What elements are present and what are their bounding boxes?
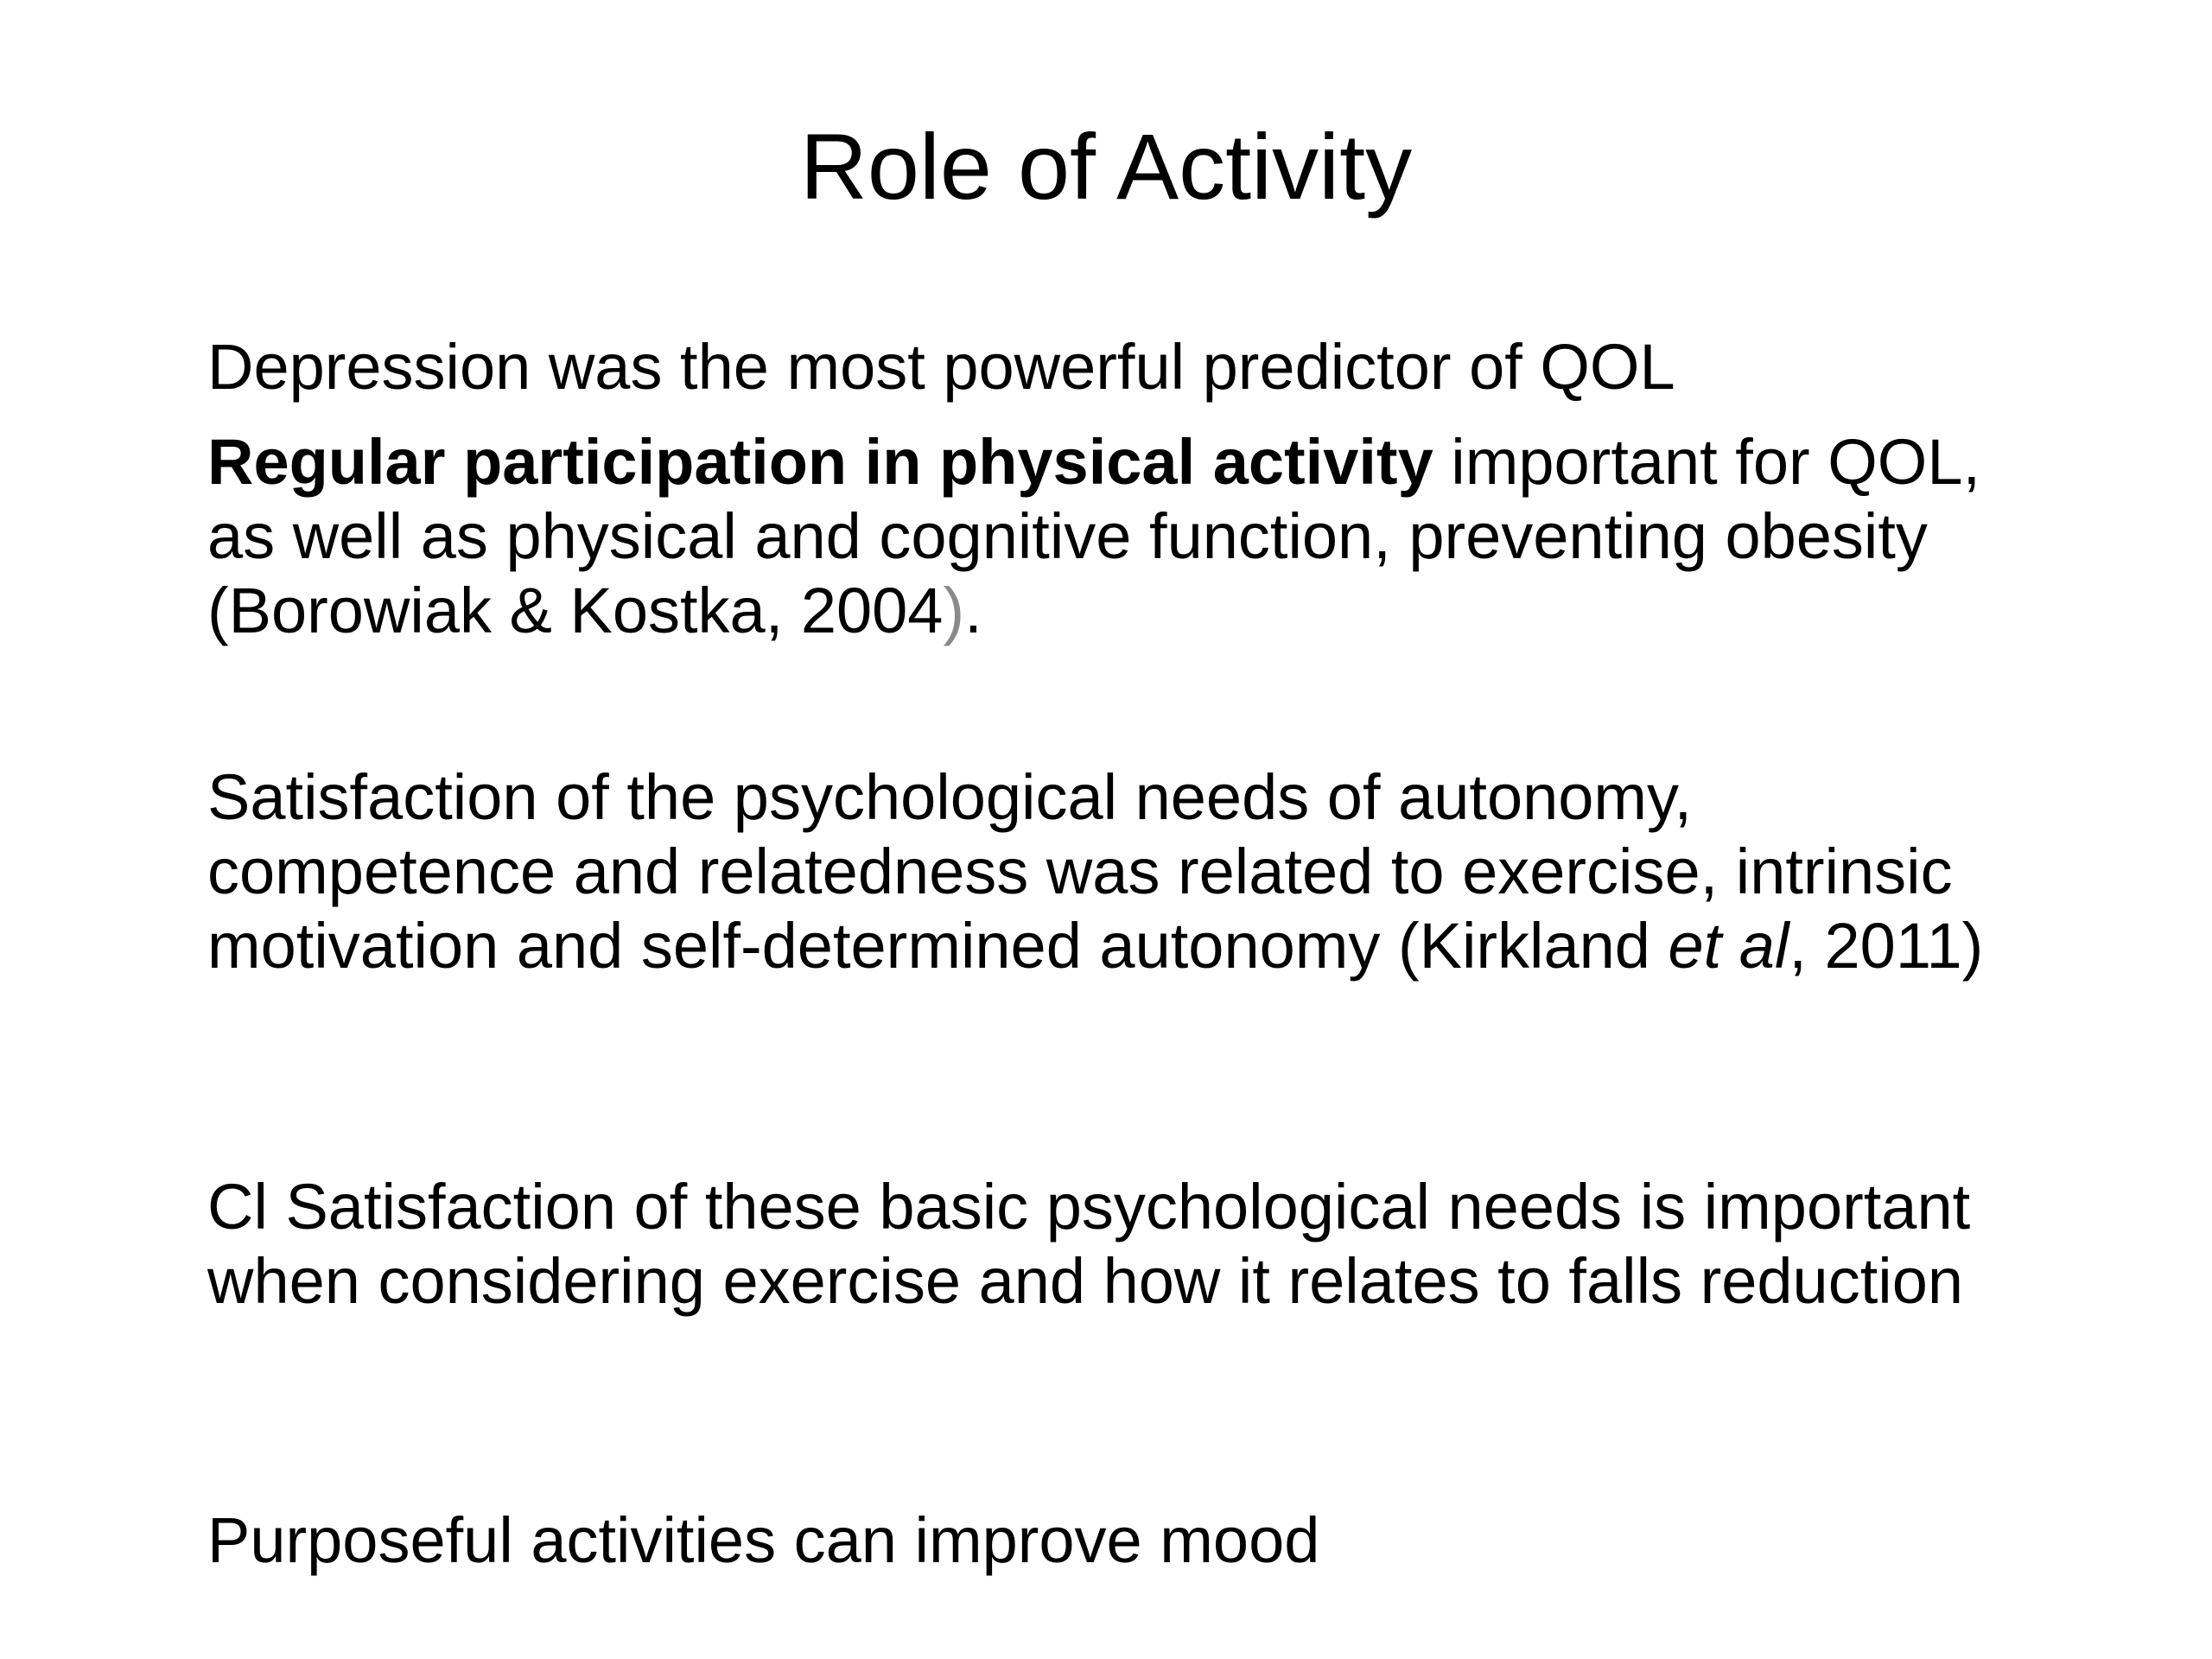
paragraph-text: important for QOL, as well as physical and cognitive function, preventing obesity (Borowiak & Kostka, 2004 bbox=[207, 426, 1981, 646]
paragraph-psychological-needs bbox=[207, 760, 2056, 983]
paragraph-text: Satisfaction of the psychological needs of autonomy, competence and relatedness was related to exercise, intrinsic motivation and self-determined autonomy (Kirkland bbox=[207, 761, 1953, 982]
slide-title: Role of Activity bbox=[799, 114, 1413, 219]
paragraph-mood: Purposeful activities can improve mood bbox=[207, 1504, 1320, 1576]
paragraph-falls-reduction: Cl Satisfaction of these basic psychological needs is important when considering exercise and how it relates to falls reduction bbox=[207, 1171, 1971, 1317]
italic-citation: et al bbox=[1668, 910, 1789, 982]
paragraph-depression: Depression was the most powerful predictor of QOL bbox=[207, 331, 1675, 403]
period: . bbox=[964, 575, 982, 646]
paragraph-physical-activity bbox=[207, 425, 2056, 648]
citation-end: , 2011) bbox=[1789, 910, 1984, 982]
bold-phrase: Regular participation in physical activity bbox=[207, 426, 1433, 498]
closing-paren: ) bbox=[943, 575, 965, 646]
